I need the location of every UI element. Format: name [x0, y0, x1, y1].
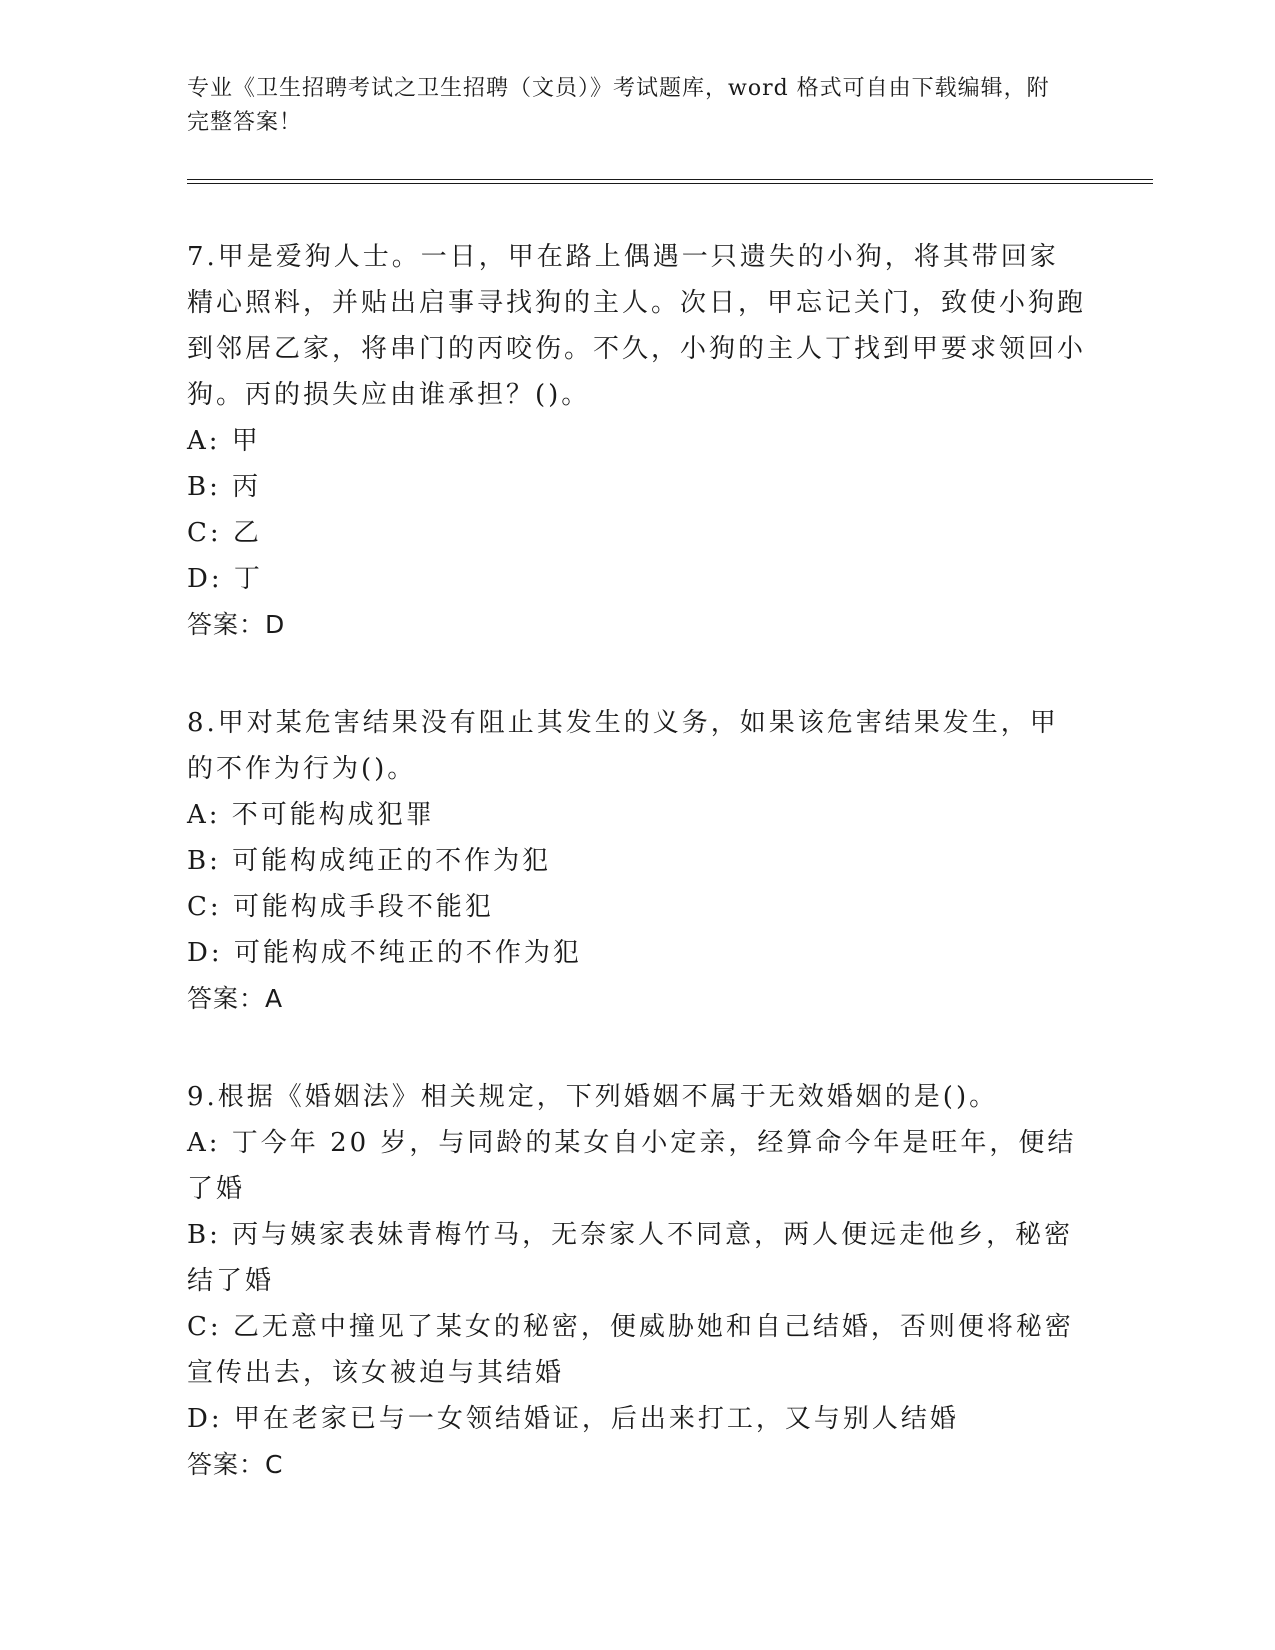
question-7 — [187, 234, 1087, 648]
question-text: 9.根据《婚姻法》相关规定，下列婚姻不属于无效婚姻的是()。 — [187, 1082, 999, 1112]
option-d: D: 甲在老家已与一女领结婚证，后出来打工，又与别人结婚 — [187, 1404, 959, 1434]
answer-label: 答案：C — [187, 1450, 284, 1479]
option-b: B: 丙 — [187, 472, 262, 502]
option-a: A: 甲 — [187, 426, 261, 456]
option-d: D: 丁 — [187, 564, 263, 594]
header-divider-top — [187, 179, 1153, 180]
document-header: 专业《卫生招聘考试之卫生招聘（文员）》考试题库，word 格式可自由下载编辑，附完整答案！ — [187, 76, 1050, 135]
question-text: 8.甲对某危害结果没有阻止其发生的义务，如果该危害结果发生，甲的不作为行为()。 — [187, 708, 1059, 784]
question-9 — [187, 1074, 1087, 1488]
question-8 — [187, 700, 1087, 1022]
option-a: A: 不可能构成犯罪 — [187, 800, 435, 830]
option-b: B: 丙与姨家表妹青梅竹马，无奈家人不同意，两人便远走他乡，秘密结了婚 — [187, 1220, 1074, 1296]
option-d: D: 可能构成不纯正的不作为犯 — [187, 938, 582, 968]
option-c: C: 乙 — [187, 518, 262, 548]
option-c: C: 乙无意中撞见了某女的秘密，便威胁她和自己结婚，否则便将秘密宣传出去，该女被迫与其结婚 — [187, 1312, 1074, 1388]
question-text: 7.甲是爱狗人士。一日，甲在路上偶遇一只遗失的小狗，将其带回家精心照料，并贴出启事寻找狗的主人。次日，甲忘记关门，致使小狗跑到邻居乙家，将串门的丙咬伤。不久，小狗的主人丁找到甲要求领回小狗。丙的损失应由谁承担？()。 — [187, 242, 1087, 410]
header-divider-bottom — [187, 183, 1153, 184]
question-list — [187, 234, 1087, 1540]
answer-label: 答案：A — [187, 984, 284, 1013]
answer-label: 答案：D — [187, 610, 286, 639]
option-a: A: 丁今年 20 岁，与同龄的某女自小定亲，经算命今年是旺年，便结了婚 — [187, 1128, 1077, 1204]
option-b: B: 可能构成纯正的不作为犯 — [187, 846, 552, 876]
option-c: C: 可能构成手段不能犯 — [187, 892, 494, 922]
